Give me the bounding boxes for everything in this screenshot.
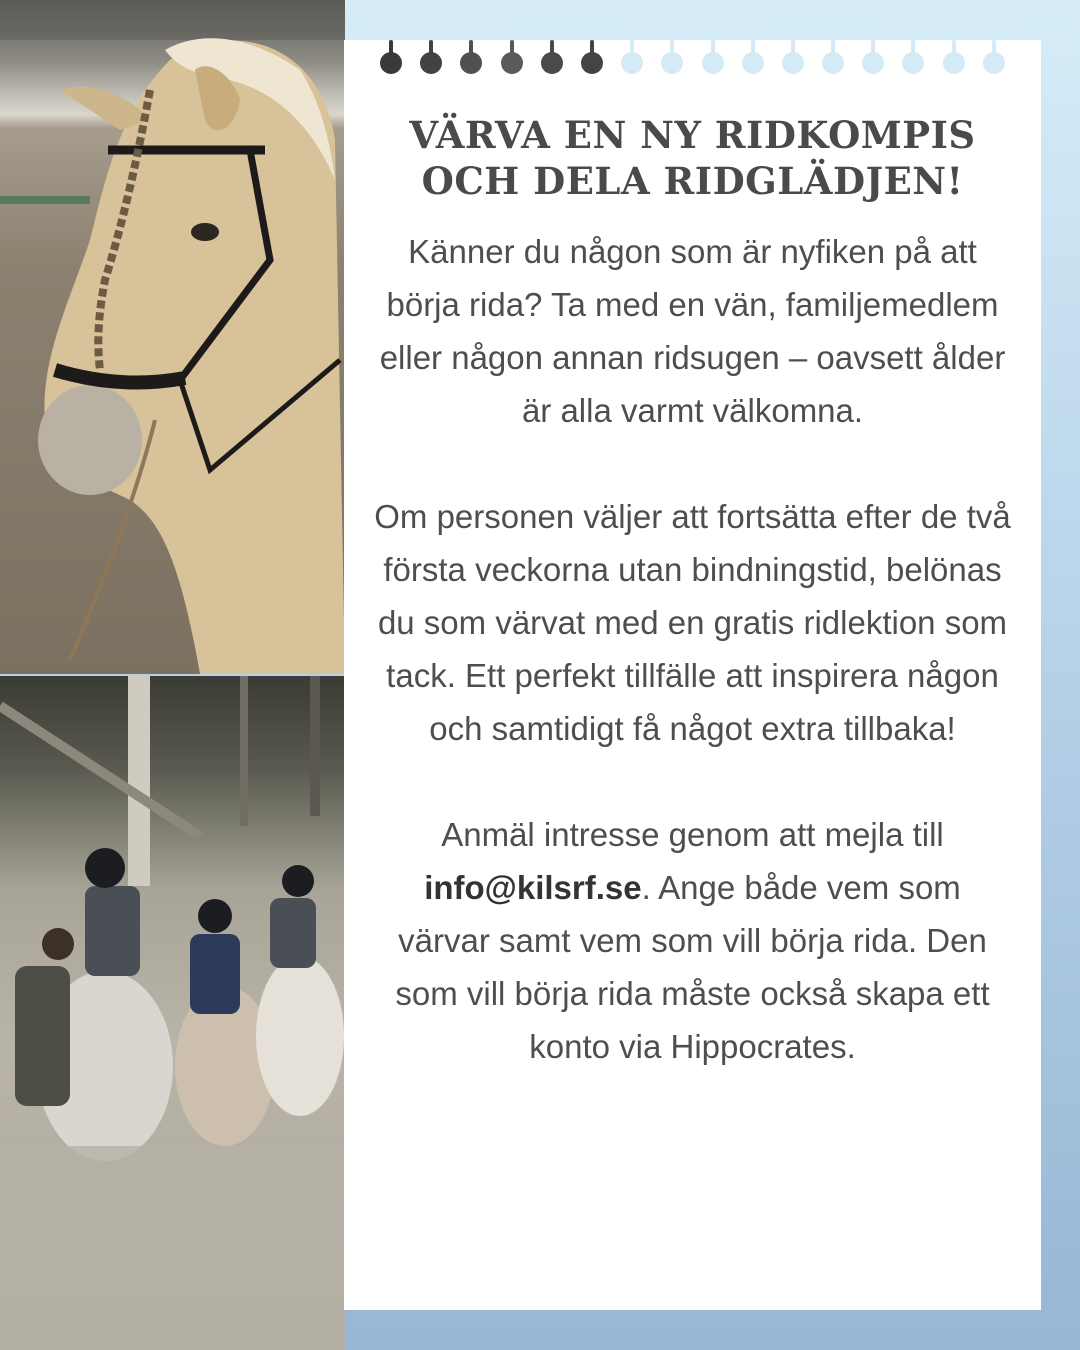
signup-paragraph [374, 808, 1011, 1073]
trail-ride-illustration [0, 676, 345, 1350]
binding-ring [581, 52, 603, 74]
binding-ring [380, 52, 402, 74]
spiral-binding [380, 50, 1005, 76]
binding-ring [541, 52, 563, 74]
binding-ring [862, 52, 884, 74]
signup-text-before: Anmäl intresse genom att mejla till [441, 816, 944, 853]
binding-ring [460, 52, 482, 74]
card-body [374, 225, 1011, 1073]
binding-ring [420, 52, 442, 74]
binding-ring [983, 52, 1005, 74]
fjord-horse-illustration [0, 0, 345, 674]
intro-paragraph: Känner du någon som är nyfiken på att börja rida? Ta med en vän, familjemedlem eller någon annan ridsugen – oavsett ålder är alla varmt välkomna. [379, 233, 1006, 429]
trail-ride-photo [0, 676, 345, 1350]
binding-ring [702, 52, 724, 74]
binding-ring [782, 52, 804, 74]
page-title [374, 112, 1011, 204]
binding-ring [661, 52, 683, 74]
binding-ring [742, 52, 764, 74]
binding-ring [621, 52, 643, 74]
title-line-2: OCH DELA RIDGLÄDJEN! [421, 159, 964, 203]
notepad-card [344, 40, 1041, 1310]
binding-ring [902, 52, 924, 74]
binding-ring [822, 52, 844, 74]
binding-ring [943, 52, 965, 74]
horse-portrait-photo [0, 0, 345, 674]
reward-paragraph: Om personen väljer att fortsätta efter de två första veckorna utan bindningstid, belönas du som värvat med en gratis ridlektion som tack. Ett perfekt tillfälle att inspirera någon och samtidigt få något extra tillbaka! [374, 498, 1011, 747]
email-link[interactable]: info@kilsrf.se [424, 869, 642, 906]
binding-ring [501, 52, 523, 74]
title-line-1: VÄRVA EN NY RIDKOMPIS [409, 113, 976, 157]
signup-text-after: . Ange både vem som värvar samt vem som vill börja rida. Den som vill börja rida måste också skapa ett konto via Hippocrates. [395, 869, 990, 1065]
